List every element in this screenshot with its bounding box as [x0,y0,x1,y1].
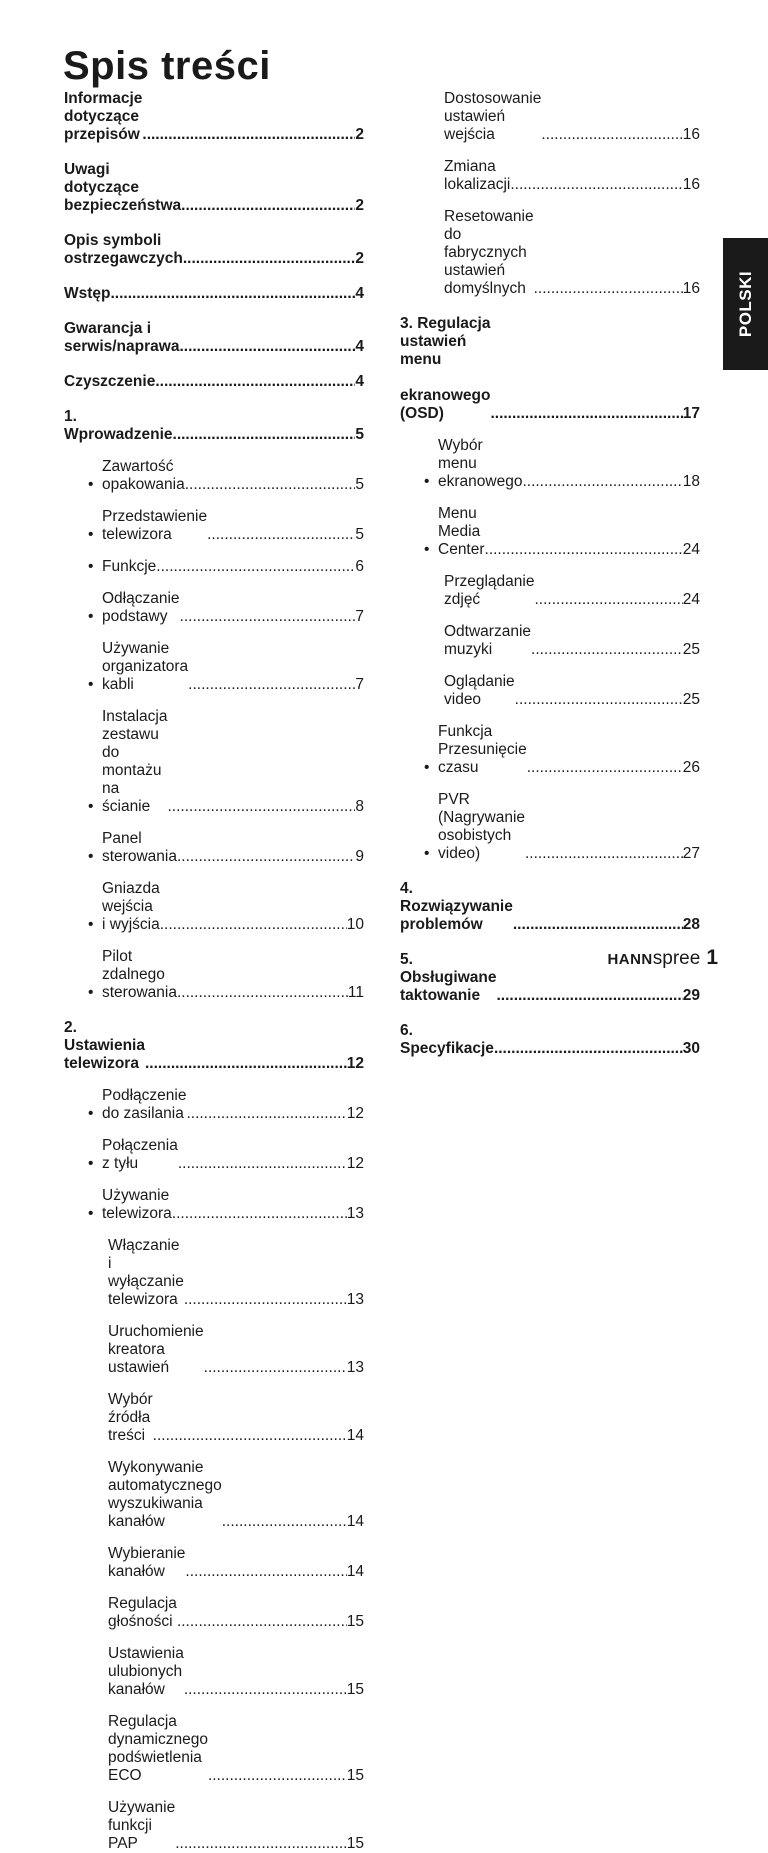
dot-leader [534,591,682,609]
toc-entry-page: 14 [346,1427,364,1444]
toc-entry[interactable] [64,1595,364,1631]
toc-entry[interactable] [64,1645,364,1699]
toc-entry-title: PVR (Nagrywanie osobistych video) [438,791,526,862]
dot-leader [208,1767,347,1785]
dot-leader [156,558,355,576]
toc-entry[interactable] [64,1187,364,1223]
toc-entry-page: 4 [355,338,364,355]
toc-column-left [64,90,364,1853]
dot-leader [155,373,355,391]
toc-entry[interactable] [400,880,700,934]
toc-entry[interactable] [64,320,364,356]
page-number: 1 [706,946,718,969]
toc-entry[interactable] [400,673,700,709]
toc-entry-title: Czyszczenie [64,373,160,390]
toc-entry-page: 15 [346,1681,364,1698]
toc-entry-page: 17 [682,405,700,422]
toc-entry-page: 24 [682,591,700,608]
toc-entry-page: 2 [355,126,364,143]
toc-entry-title: Funkcje [102,558,161,575]
toc-entry-title: 1. Wprowadzenie [64,408,177,443]
toc-entry-title: Panel sterowania [102,830,182,865]
toc-entry-page: 7 [355,608,364,625]
brand-logo-bold: HANN [607,951,653,968]
toc-entry-title: 5. Obsługiwane taktowanie [400,951,501,1004]
toc-entry-title: Instalacja zestawu do montażu na ścianie [102,708,168,815]
toc-entry-page: 13 [346,1291,364,1308]
toc-entry-title: 3. Regulacja ustawień menu ekranowego (OSD) [400,315,491,422]
toc-entry[interactable] [64,830,364,866]
dot-leader [485,541,683,559]
toc-entry-page: 12 [346,1155,364,1172]
toc-entry-title: Regulacja dynamicznego podświetlenia ECO [108,1713,208,1784]
bullet-icon: • [88,1205,94,1222]
toc-entry-title: Odtwarzanie muzyki [444,623,536,658]
toc-entry-page: 15 [346,1613,364,1630]
toc-entry-title: Uwagi dotyczące bezpieczeństwa [64,161,186,214]
toc-entry-title: Gniazda wejścia i wyjścia [102,880,165,933]
language-tab-label: POLSKI [735,270,755,338]
dot-leader [173,426,356,444]
dot-leader [179,338,355,356]
brand-logo-light: spree [652,948,701,969]
toc-entry-title: Uruchomienie kreatora ustawień [108,1323,208,1376]
toc-entry-page: 13 [346,1359,364,1376]
toc-entry-page: 6 [355,558,364,575]
toc-entry[interactable] [400,505,700,559]
bullet-icon: • [88,476,94,493]
dot-leader [185,1563,346,1581]
toc-entry[interactable] [400,623,700,659]
toc-entry[interactable] [400,791,700,863]
dot-leader [541,126,682,144]
toc-entry[interactable] [64,408,364,444]
toc-entry[interactable] [64,1323,364,1377]
dot-leader [180,608,356,626]
toc-entry-page: 30 [682,1040,700,1057]
toc-entry[interactable] [400,158,700,194]
toc-entry-title: Włączanie i wyłączanie telewizora [108,1237,184,1308]
bullet-icon: • [88,676,94,693]
dot-leader [111,285,356,303]
bullet-icon: • [88,558,94,575]
toc-entry-page: 14 [346,1513,364,1530]
bullet-icon: • [88,1155,94,1172]
dot-leader [172,1205,347,1223]
bullet-icon: • [424,473,430,490]
toc-entry-page: 5 [355,526,364,543]
toc-entry-title: Gwarancja i serwis/naprawa [64,320,180,355]
toc-entry-page: 16 [682,176,700,193]
dot-leader [181,197,355,215]
bullet-icon: • [88,984,94,1001]
bullet-icon: • [88,1105,94,1122]
dot-leader [175,1835,347,1853]
dot-leader [184,1291,347,1309]
toc-entry-page: 11 [347,984,364,1001]
dot-leader [527,759,683,777]
toc-entry-title: Używanie organizatora kabli [102,640,193,693]
toc-entry-title: Wybieranie kanałów [108,1545,190,1580]
dot-leader [531,641,683,659]
toc-entry-page: 8 [355,798,364,815]
toc-entry-page: 5 [355,426,364,443]
dot-leader [160,916,347,934]
toc-entry[interactable] [64,458,364,494]
dot-leader [522,473,682,491]
bullet-icon: • [88,916,94,933]
toc-entry-title: Wybór źródła treści [108,1391,157,1444]
toc-entry-title: 2. Ustawienia telewizora [64,1019,150,1072]
toc-entry-title: Odłączanie podstawy [102,590,184,625]
toc-entry-title: Połączenia z tyłu [102,1137,183,1172]
bullet-icon: • [424,759,430,776]
toc-entry-page: 9 [355,848,364,865]
toc-entry-page: 4 [355,285,364,302]
toc-entry[interactable] [64,558,364,576]
toc-entry-title: Opis symboli ostrzegawczych [64,232,188,267]
toc-entry-page: 24 [682,541,700,558]
toc-entry-title: Resetowanie do fabrycznych ustawień domyślnych [444,208,534,297]
toc-entry-page: 13 [346,1205,364,1222]
bullet-icon: • [424,541,430,558]
toc-entry-page: 7 [355,676,364,693]
dot-leader [515,691,683,709]
toc-entry-title: Wybór menu ekranowego [438,437,523,490]
toc-entry[interactable] [64,1237,364,1309]
toc-entry[interactable] [400,437,700,491]
dot-leader [496,987,682,1005]
toc-entry[interactable] [64,640,364,694]
toc-entry-page: 26 [682,759,700,776]
toc-entry-page: 15 [346,1767,364,1784]
toc-entry[interactable] [400,315,700,423]
toc-entry[interactable] [400,573,700,609]
toc-entry-title: Dostosowanie ustawień wejścia [444,90,546,143]
dot-leader [222,1513,347,1531]
dot-leader [153,1427,347,1445]
dot-leader [186,1105,346,1123]
dot-leader [178,1155,347,1173]
toc-entry-title: Przedstawienie telewizora [102,508,212,543]
toc-entry[interactable] [400,1022,700,1058]
toc-entry-page: 2 [355,197,364,214]
toc-entry[interactable] [64,1545,364,1581]
toc-entry-title: 6. Specyfikacje [400,1022,494,1057]
dot-leader [513,916,683,934]
toc-entry-title: Regulacja głośności [108,1595,182,1630]
toc-entry-page: 12 [346,1105,364,1122]
toc-entry[interactable] [64,90,364,144]
dot-leader [177,848,355,866]
dot-leader [142,126,355,144]
toc-entry-title: Zmiana lokalizacji [444,158,515,193]
toc-entry-page: 25 [682,691,700,708]
dot-leader [207,526,355,544]
dot-leader [204,1359,347,1377]
bullet-icon: • [88,526,94,543]
toc-entry-page: 18 [682,473,700,490]
toc-entry[interactable] [64,1137,364,1173]
toc-entry-title: Informacje dotyczące przepisów [64,90,147,143]
dot-leader [167,798,355,816]
toc-entry-title: Używanie funkcji PAP [108,1799,180,1852]
dot-leader [184,1681,347,1699]
toc-entry-page: 4 [355,373,364,390]
toc-entry[interactable] [64,285,364,303]
toc-entry-title: Menu Media Center [438,505,489,558]
dot-leader [494,1040,683,1058]
dot-leader [490,405,682,423]
toc-entry[interactable] [64,1459,364,1531]
toc-entry[interactable] [64,1087,364,1123]
toc-entry-title: Pilot zdalnego sterowania [102,948,177,1001]
toc-entry[interactable] [64,880,364,934]
dot-leader [185,476,356,494]
toc-entry-title: Wykonywanie automatycznego wyszukiwania kanałów [108,1459,222,1530]
toc-entry-page: 16 [682,280,700,297]
bullet-icon: • [88,608,94,625]
bullet-icon: • [424,845,430,862]
toc-entry-title: Ustawienia ulubionych kanałów [108,1645,189,1698]
toc-entry-title: 4. Rozwiązywanie problemów [400,880,518,933]
toc-entry-page: 15 [346,1835,364,1852]
toc-entry[interactable] [64,1713,364,1785]
toc-entry[interactable] [64,161,364,215]
toc-entry[interactable] [400,723,700,777]
toc-entry-page: 27 [682,845,700,862]
toc-entry[interactable] [64,373,364,391]
page-footer [607,946,718,970]
toc-entry[interactable] [64,708,364,816]
toc-entry[interactable] [64,1019,364,1073]
toc-entry[interactable] [64,590,364,626]
toc-entry-page: 29 [682,987,700,1004]
dot-leader [525,845,683,863]
dot-leader [534,280,683,298]
toc-entry[interactable] [64,1799,364,1853]
bullet-icon: • [88,798,94,815]
toc-entry-page: 5 [355,476,364,493]
toc-entry[interactable] [64,1391,364,1445]
toc-entry-page: 14 [346,1563,364,1580]
dot-leader [177,984,348,1002]
dot-leader [188,676,355,694]
toc-entry-title: Wstęp [64,285,111,302]
bullet-icon: • [88,848,94,865]
toc-entry-title: Zawartość opakowania [102,458,190,493]
toc-entry-title: Przeglądanie zdjęć [444,573,539,608]
dot-leader [145,1055,347,1073]
toc-entry-page: 2 [355,250,364,267]
toc-entry-page: 16 [682,126,700,143]
toc-entry-title: Podłączenie do zasilania [102,1087,191,1122]
toc-entry-page: 10 [346,916,364,933]
dot-leader [177,1613,347,1631]
toc-entry-page: 28 [682,916,700,933]
toc-entry-title: Oglądanie video [444,673,519,708]
dot-leader [183,250,356,268]
language-tab [723,238,768,370]
toc-entry[interactable] [64,232,364,268]
toc-entry[interactable] [400,208,700,298]
page-title: Spis treści [63,44,271,88]
toc-entry-title: Funkcja Przesunięcie czasu [438,723,532,776]
toc-column-right [400,90,700,1058]
toc-entry[interactable] [400,90,700,144]
toc-entry[interactable] [64,508,364,544]
toc-entry-page: 25 [682,641,700,658]
dot-leader [510,176,682,194]
toc-entry-title: Używanie telewizora [102,1187,177,1222]
toc-entry-page: 12 [346,1055,364,1072]
